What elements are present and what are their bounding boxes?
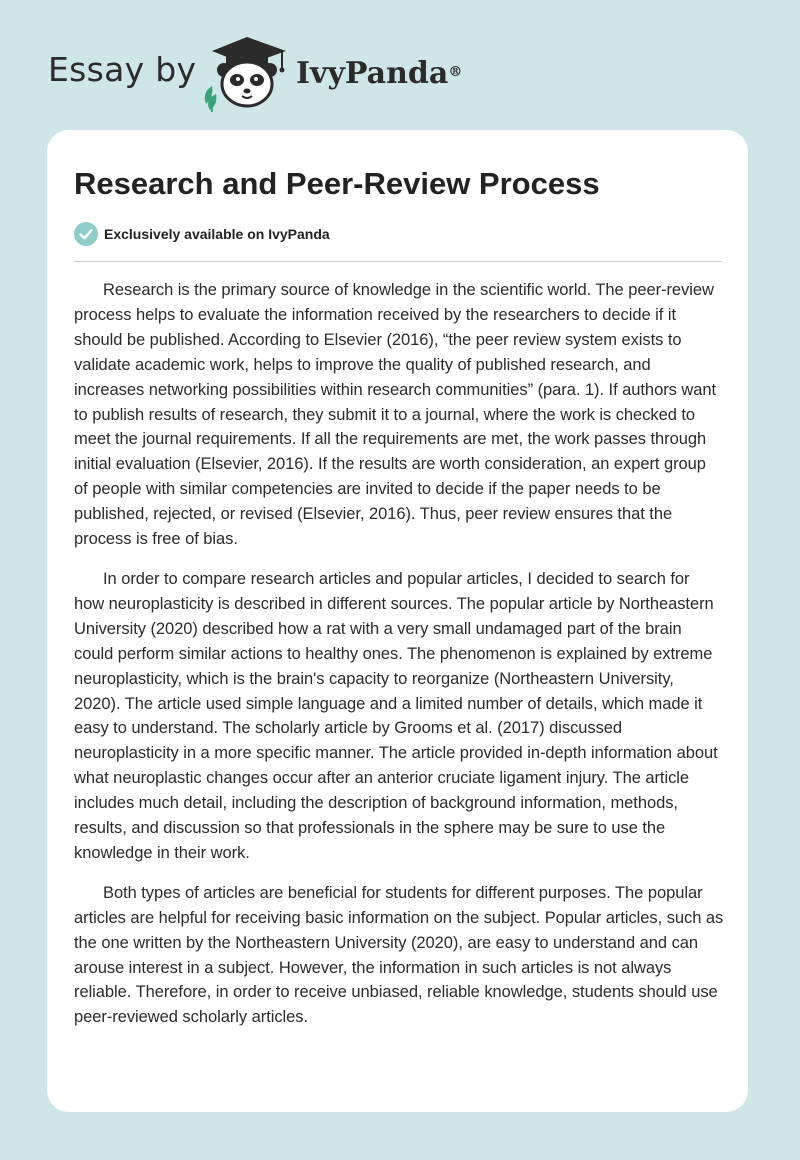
essay-title: Research and Peer-Review Process [74, 166, 600, 201]
paragraph: Both types of articles are beneficial for students for different purposes. The popular articles are helpful for receiving basic information on the subject. Popular articles, such as the one written by the Northeastern University (2020), are easy to understand and can arouse interest in a subject. However, the information in such articles is not always reliable. Therefore, in order to receive unbiased, reliable knowledge, students should use peer-reviewed scholarly articles. [74, 883, 724, 1027]
brand-prefix: Essay by [48, 50, 197, 89]
brand-name-text: IvyPanda [296, 56, 449, 91]
paragraph: Research is the primary source of knowledge in the scientific world. The peer-review process helps to evaluate the information received by the researchers to decide if it should be published. According to Elsevier (2016), “the peer review system exists to validate academic work, helps to improve the quality of published research, and increases networking possibilities within research communities” (para. 1). If authors want to publish results of research, they submit it to a journal, where the work is checked to meet the journal requirements. If all the requirements are met, the work passes through initial evaluation (Elsevier, 2016). If the results are worth consideration, an expert group of people with similar competencies are invited to decide if the paper needs to be published, rejected, or revised (Elsevier, 2016). Thus, peer review ensures that the process is free of bias. [74, 281, 717, 549]
panda-logo-icon[interactable] [200, 34, 295, 112]
title-divider [74, 261, 722, 262]
essay-card [47, 130, 748, 1112]
check-circle-icon [74, 222, 98, 246]
paragraph: In order to compare research articles and popular articles, I decided to search for how neuroplasticity is described in different sources. The popular article by Northeastern University (2020) described how a rat with a very small undamaged part of the brain could perform similar actions to healthy ones. The phenomenon is explained by extreme neuroplasticity, which is the brain's capacity to reorganize (Northeastern University, 2020). The article used simple language and a limited number of details, which made it easy to understand. The scholarly article by Grooms et al. (2017) discussed neuroplasticity in a more specific manner. The article provided in-depth information about what neuroplastic changes occur after an anterior cruciate ligament injury. The article includes much detail, including the description of background information, methods, results, and discussion so that professionals in the sphere may be sure to use the knowledge in their work. [74, 569, 718, 862]
registered-mark: ® [448, 64, 463, 80]
exclusive-badge [74, 222, 330, 246]
exclusive-badge-label: Exclusively available on IvyPanda [104, 226, 330, 242]
essay-body [74, 278, 724, 1045]
site-header [0, 0, 800, 130]
brand-name[interactable] [296, 54, 462, 94]
